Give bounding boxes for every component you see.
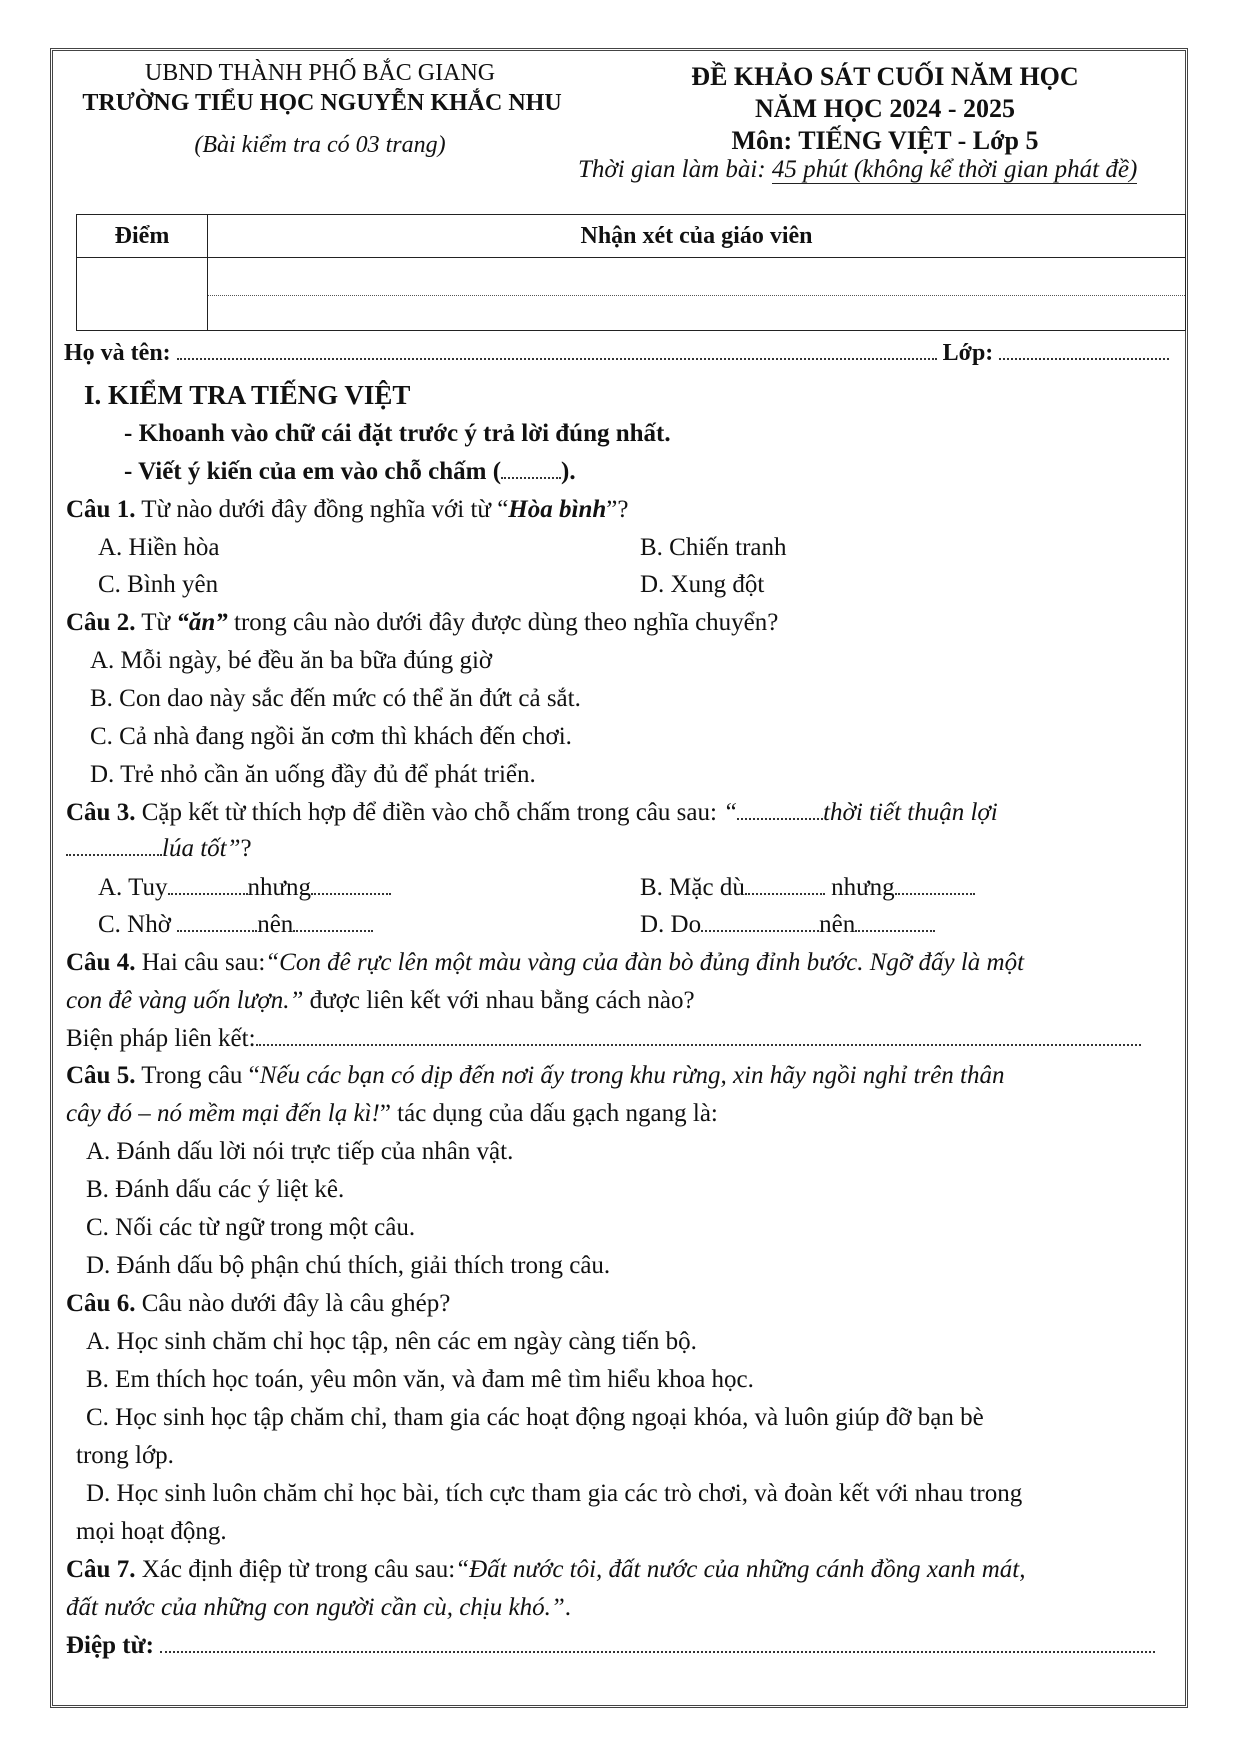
q7-text: Xác định điệp từ trong câu sau: [135,1556,456,1583]
q4-label: Câu 4. [66,949,136,976]
q7-text-end: . [564,1594,572,1621]
q6-label: Câu 6. [66,1290,136,1317]
q4-text: Hai câu sau: [135,949,266,976]
q3-b-part2: nhưng [824,874,895,901]
exam-title: ĐỀ KHẢO SÁT CUỐI NĂM HỌC [691,62,1079,91]
q5-quote-line2: cây đó – nó mềm mại đến lạ kì! [66,1100,380,1127]
question-5 [66,1062,1183,1090]
score-table [76,214,1186,331]
time-value: 45 phút (không kể thời gian phát đề) [771,156,1138,183]
question-5-cont [66,1100,1183,1128]
q6-option-d[interactable] [86,1480,1022,1508]
q3-quote-end: lúa tốt” [162,835,241,862]
q3-qmark: ? [240,835,252,862]
q1-label: Câu 1. [66,496,136,523]
q3-blank-2 [66,844,162,856]
question-3-cont [66,835,1183,863]
q1-option-d[interactable]: D. Xung đột [640,571,765,598]
q4-answer-row [66,1025,1183,1053]
q3-c-part1: C. Nhờ [98,911,178,938]
q3-a-dots2 [311,883,391,895]
q7-quote-line1: “Đất nước tôi, đất nước của những cánh đồng xanh mát, [455,1556,1026,1583]
q3-b-dots2 [895,883,975,895]
q3-c-part2: nên [257,911,294,938]
page-count-note: (Bài kiểm tra có 03 trang) [194,132,446,158]
q5-option-c[interactable]: C. Nối các từ ngữ trong một câu. [86,1214,416,1241]
q2-text-end: trong câu nào dưới đây được dùng theo nghĩa chuyển? [227,609,779,636]
q2-option-c[interactable]: C. Cả nhà đang ngồi ăn cơm thì khách đến chơi. [90,723,572,750]
q6-option-c-cont: trong lớp. [76,1442,174,1469]
question-7 [66,1556,1183,1584]
q2-option-d[interactable]: D. Trẻ nhỏ cần ăn uống đầy đủ để phát triển. [90,761,536,788]
q6-d-line1: D. Học sinh luôn chăm chỉ học bài, tích cực tham gia các trò chơi, và đoàn kết với nhau trong [86,1480,1023,1507]
name-label: Họ và tên: [64,340,171,366]
q6-text: Câu nào dưới đây là câu ghép? [135,1290,451,1317]
comment-line [208,259,1185,296]
q2-option-b[interactable]: B. Con dao này sắc đến mức có thể ăn đứt cả sắt. [90,685,581,712]
school-name: TRƯỜNG TIỂU HỌC NGUYỄN KHẮC NHU [82,90,562,116]
q5-text-end: ” tác dụng của dấu gạch ngang là: [379,1100,718,1127]
student-info-row [64,340,1172,367]
q2-text: Từ [135,609,177,636]
q7-label: Câu 7. [66,1556,136,1583]
time-line [578,156,1137,184]
q3-c-dots1 [177,920,257,932]
q3-quote-mid: thời tiết thuận lợi [823,799,998,826]
subject-text: Môn: TIẾNG VIỆT - Lớp 5 [731,126,1039,155]
q3-d-dots1 [701,920,819,932]
q3-option-d[interactable] [640,911,935,939]
comment-cell[interactable] [208,258,1186,331]
q6-option-a[interactable]: A. Học sinh chăm chỉ học tập, nên các em ngày càng tiến bộ. [86,1328,697,1355]
q7-answer-blank[interactable] [160,1641,1155,1653]
q3-a-part2: nhưng [247,874,312,901]
q4-text-end: được liên kết với nhau bằng cách nào? [303,987,695,1014]
question-1 [66,496,1183,524]
class-label: Lớp: [942,340,994,366]
q5-quote-line1: Nếu các bạn có dịp đến nơi ấy trong khu rừng, xin hãy ngồi nghỉ trên thân [259,1062,1005,1089]
q5-text: Trong câu “ [135,1062,260,1089]
q6-option-c[interactable] [86,1404,1166,1432]
score-header: Điểm [77,215,208,258]
q3-a-part1: A. Tuy [98,874,168,901]
q3-d-part1: D. Do [640,911,702,938]
q3-text: Cặp kết từ thích hợp để điền vào chỗ chấm trong câu sau: [135,799,724,826]
q1-text-end: ”? [606,496,629,523]
comment-header: Nhận xét của giáo viên [208,215,1186,258]
question-4-cont [66,987,1183,1015]
q3-d-dots2 [855,920,935,932]
question-3 [66,799,1183,827]
q6-option-b[interactable]: B. Em thích học toán, yêu môn văn, và đam mê tìm hiểu khoa học. [86,1366,754,1393]
q3-blank-1 [737,808,823,820]
q3-b-dots1 [745,883,825,895]
class-blank[interactable] [999,346,1169,360]
q3-option-a[interactable] [98,874,391,902]
section-title: I. KIỂM TRA TIẾNG VIỆT [84,380,411,410]
q1-emphasis: Hòa bình [508,496,607,523]
authority-name: UBND THÀNH PHỐ BẮC GIANG [144,60,496,86]
q4-answer-blank[interactable] [256,1034,1141,1046]
q1-option-c[interactable]: C. Bình yên [98,571,219,598]
q3-option-b[interactable] [640,874,975,902]
question-6 [66,1290,1183,1318]
q4-quote-line1: “Con đê rực lên một màu vàng của đàn bò đủng đỉnh bước. Ngỡ đấy là một [265,949,1025,976]
q5-option-b[interactable]: B. Đánh dấu các ý liệt kê. [86,1176,345,1203]
instruction-1: - Khoanh vào chữ cái đặt trước ý trả lời đúng nhất. [124,420,671,447]
instruction-2-end: ). [561,458,576,485]
q3-option-c[interactable] [98,911,373,939]
q3-b-part1: B. Mặc dù [640,874,745,901]
subject-line [640,126,1130,156]
q1-option-a[interactable]: A. Hiền hòa [98,534,220,561]
q1-text: Từ nào dưới đây đồng nghĩa với từ “ [135,496,509,523]
q7-answer-row [66,1632,1183,1660]
q6-option-d-cont: mọi hoạt động. [76,1518,227,1545]
q3-quote-open: “ [723,799,738,826]
question-4 [66,949,1183,977]
q5-option-d[interactable]: D. Đánh dấu bộ phận chú thích, giải thích trong câu. [86,1252,611,1279]
q6-c-line1: C. Học sinh học tập chăm chỉ, tham gia các hoạt động ngoại khóa, và luôn giúp đỡ bạn bè [86,1404,984,1431]
q5-label: Câu 5. [66,1062,136,1089]
q3-label: Câu 3. [66,799,136,826]
q5-option-a[interactable]: A. Đánh dấu lời nói trực tiếp của nhân vật. [86,1138,514,1165]
q2-emphasis: “ăn” [176,609,228,636]
name-blank[interactable] [177,346,937,360]
time-label: Thời gian làm bài: [578,156,772,183]
school-year: NĂM HỌC 2024 - 2025 [755,94,1015,123]
q7-quote-line2: đất nước của những con người cần cù, chịu khó.” [66,1594,565,1621]
instruction-2-text: - Viết ý kiến của em vào chỗ chấm ( [124,458,502,485]
question-7-cont [66,1594,1183,1622]
q4-quote-line2: con đê vàng uốn lượn.” [66,987,304,1014]
q7-answer-label: Điệp từ: [66,1632,154,1659]
q2-option-a[interactable]: A. Mỗi ngày, bé đều ăn ba bữa đúng giờ [90,647,493,674]
q4-answer-label: Biện pháp liên kết: [66,1025,256,1052]
q2-label: Câu 2. [66,609,136,636]
score-cell[interactable] [77,258,208,331]
instruction-2 [124,458,576,486]
q3-d-part2: nên [819,911,856,938]
instruction-dots [501,465,561,479]
question-2 [66,609,1183,637]
q3-a-dots1 [168,883,248,895]
q3-c-dots2 [293,920,373,932]
q1-option-b[interactable]: B. Chiến tranh [640,534,787,561]
